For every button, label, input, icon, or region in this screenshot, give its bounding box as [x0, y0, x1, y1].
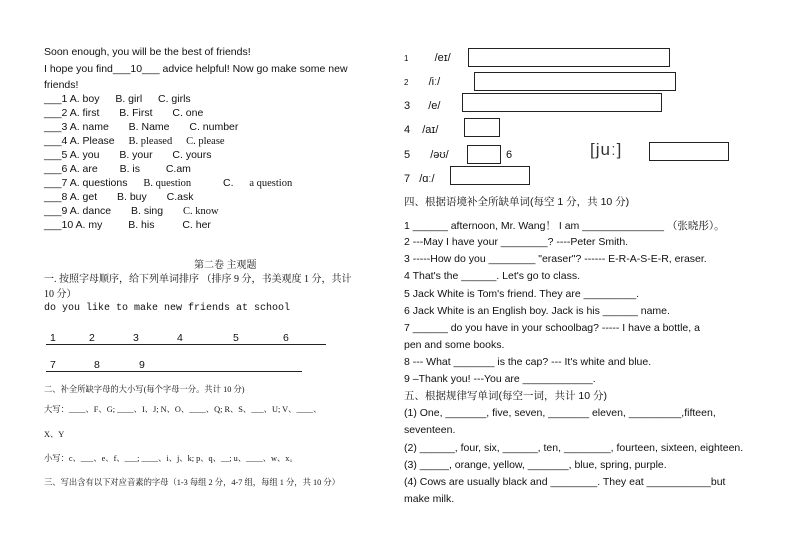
- mc-option-c: C. know: [182, 206, 219, 217]
- uppercase-row: [44, 403, 321, 417]
- uppercase-tail: X、Y: [44, 430, 65, 439]
- mc-option-a: ___4 A. Please: [44, 135, 115, 147]
- mc-option-c: C. please: [186, 136, 225, 147]
- context-line-2: 2 ---May I have your ________? ----Peter Smith.: [404, 236, 629, 248]
- phonetic-row-4: [404, 123, 438, 137]
- context-line-6: 6 Jack White is an English boy. Jack is his ______ name.: [404, 305, 670, 317]
- pattern-line-2: (2) ______, four, six, ______, ten, ________, fourteen, sixteen, eighteen.: [404, 442, 744, 454]
- mc-option-a: ___8 A. get: [44, 191, 98, 203]
- uppercase-label: 大写：: [44, 405, 69, 414]
- context-line-3: 3 -----How do you ________ "eraser"? ------ E-R-A-S-E-R, eraser.: [404, 253, 707, 265]
- mc-option-a: ___6 A. are: [44, 163, 98, 175]
- mc-option-b: B. his: [128, 219, 155, 231]
- phonetic-number: 5: [404, 149, 411, 161]
- context-line-7-cont: pen and some books.: [404, 339, 505, 351]
- phonetic-answer-box-2[interactable]: [474, 72, 676, 91]
- mc-row-8: [44, 190, 193, 204]
- phonetic-number: 3: [404, 100, 411, 112]
- phonetic-row-2: [404, 75, 440, 90]
- order-number: 9: [139, 359, 145, 371]
- phonetic-symbol: /aɪ/: [422, 124, 439, 136]
- section-2-title: 二、补全所缺字母的大小写(每个字母一分。共计 10 分): [44, 385, 245, 394]
- context-line-7: 7 ______ do you have in your schoolbag? ----- I have a bottle, a: [404, 322, 700, 334]
- scrambled-sentence: do you like to make new friends at school: [44, 303, 291, 314]
- mc-option-a: ___5 A. you: [44, 149, 100, 161]
- mc-option-b: B. sing: [131, 205, 164, 217]
- phonetic-symbol: /eɪ/: [434, 52, 451, 64]
- phonetic-row-1: [404, 51, 451, 66]
- order-row-1: [46, 331, 326, 345]
- mc-option-a: ___1 A. boy: [44, 93, 100, 105]
- phonetic-symbol: /e/: [428, 100, 441, 112]
- mc-option-c: C. her: [182, 219, 211, 231]
- pattern-line-4-cont: make milk.: [404, 493, 455, 505]
- phonetic-number: 2: [404, 78, 409, 87]
- mc-row-7: [44, 176, 292, 191]
- mc-option-b: B. buy: [116, 191, 147, 203]
- phonetic-answer-box-7[interactable]: [450, 166, 530, 185]
- pattern-line-4: (4) Cows are usually black and ________. They eat ___________but: [404, 476, 726, 488]
- lowercase-label: 小写：: [44, 454, 69, 463]
- section-5-title: 五、根据规律写单词(每空一词，共计 10 分): [404, 390, 608, 402]
- phonetic-answer-box-4[interactable]: [464, 118, 500, 137]
- phonetic-symbol: /iː/: [428, 76, 441, 88]
- lowercase-sequence: c、___、e、f、___; ____、i、j、k; p、q、__; u、____、w、x。: [68, 454, 298, 463]
- lowercase-row: [44, 452, 298, 466]
- pattern-line-1-cont: seventeen.: [404, 424, 456, 436]
- part-two-title: 第二卷 主观题: [194, 260, 257, 271]
- mc-row-4: [44, 134, 225, 149]
- order-number: 8: [94, 359, 100, 371]
- uppercase-sequence: ____、F、G; ____、I、J; N、O、____、Q; R、S、___、U; V、____、: [68, 405, 322, 414]
- mc-option-b: B. question: [143, 178, 192, 189]
- mc-option-a: ___9 A. dance: [44, 205, 112, 217]
- phonetic-symbol: /ɑː/: [419, 173, 435, 185]
- order-number: 2: [89, 332, 95, 344]
- mc-option-a: ___2 A. first: [44, 107, 100, 119]
- mc-row-6: [44, 162, 191, 176]
- order-number: 6: [283, 332, 289, 344]
- section-1-title-cont: 10 分）: [44, 289, 77, 300]
- phonetic-number: 4: [404, 124, 411, 136]
- mc-row-10: [44, 218, 211, 232]
- order-number: 1: [50, 332, 56, 344]
- mc-option-b: B. pleased: [128, 136, 173, 147]
- context-line-8: 8 --- What _______ is the cap? --- It's white and blue.: [404, 356, 652, 368]
- phonetic-answer-box-1[interactable]: [468, 48, 670, 67]
- context-line-1: 1 ______ afternoon, Mr. Wang！ I am ______________ （张晓彤）。: [404, 220, 725, 232]
- mc-option-c: C.am: [165, 163, 191, 175]
- pattern-line-1: (1) One, _______, five, seven, _______ eleven, _________,fifteen,: [404, 407, 716, 419]
- phonetic-number: 1: [404, 54, 409, 63]
- mc-option-c: C.ask: [166, 191, 194, 203]
- mc-option-b: B. First: [119, 107, 153, 119]
- mc-option-b: B. your: [119, 149, 153, 161]
- mc-row-2: [44, 106, 203, 120]
- intro-line-1: Soon enough, you will be the best of friends!: [44, 46, 251, 58]
- phonetic-answer-box-3[interactable]: [462, 93, 662, 112]
- section-3-title: 三、写出含有以下对应音素的字母（1-3 每组 2 分，4-7 组，每组 1 分，共 10 分）: [44, 478, 340, 487]
- mc-row-5: [44, 148, 212, 162]
- phonetic-answer-box-5[interactable]: [467, 145, 501, 164]
- order-number: 7: [50, 359, 56, 371]
- mc-option-c: C. yours: [172, 149, 212, 161]
- mc-option-c-text: a question: [249, 178, 293, 189]
- context-line-5: 5 Jack White is Tom's friend. They are _________.: [404, 288, 640, 300]
- phonetic-number-6: 6: [506, 149, 513, 161]
- mc-option-b: B. Name: [128, 121, 170, 133]
- order-number: 5: [233, 332, 239, 344]
- mc-row-3: [44, 120, 238, 134]
- mc-option-a: ___10 A. my: [44, 219, 103, 231]
- order-number: 4: [177, 332, 183, 344]
- mc-option-b: B. is: [119, 163, 140, 175]
- context-line-4: 4 That's the ______. Let's go to class.: [404, 270, 581, 282]
- phonetic-answer-box-6[interactable]: [649, 142, 729, 161]
- phonetic-symbol: /əʊ/: [430, 149, 449, 161]
- order-number: 3: [133, 332, 139, 344]
- mc-option-c: C. number: [189, 121, 239, 133]
- mc-option-c: C. one: [172, 107, 204, 119]
- context-line-9: 9 –Thank you! ---You are ____________.: [404, 373, 596, 385]
- mc-row-9: [44, 204, 219, 219]
- section-1-title: 一. 按照字母顺序，给下列单词排序 （排序 9 分，书美观度 1 分，共计: [44, 274, 352, 285]
- mc-option-a: ___7 A. questions: [44, 177, 128, 189]
- mc-row-1: [44, 92, 191, 106]
- mc-option-c: C. girls: [158, 93, 191, 105]
- phonetic-row-7: [404, 172, 435, 186]
- phonetic-symbol-6: [juː]: [590, 140, 623, 159]
- intro-line-3: friends!: [44, 79, 79, 91]
- phonetic-row-5: [404, 148, 449, 162]
- pattern-line-3: (3) _____, orange, yellow, _______, blue, spring, purple.: [404, 459, 667, 471]
- phonetic-number: 7: [404, 173, 411, 185]
- mc-option-b: B. girl: [115, 93, 143, 105]
- mc-option-a: ___3 A. name: [44, 121, 109, 133]
- mc-option-c: C.: [223, 177, 234, 189]
- section-4-title: 四、根据语境补全所缺单词(每空 1 分，共 10 分): [404, 196, 630, 208]
- intro-line-2: I hope you find___10___ advice helpful! Now go make some new: [44, 63, 348, 75]
- phonetic-row-3: [404, 99, 440, 113]
- order-row-2: [46, 358, 302, 372]
